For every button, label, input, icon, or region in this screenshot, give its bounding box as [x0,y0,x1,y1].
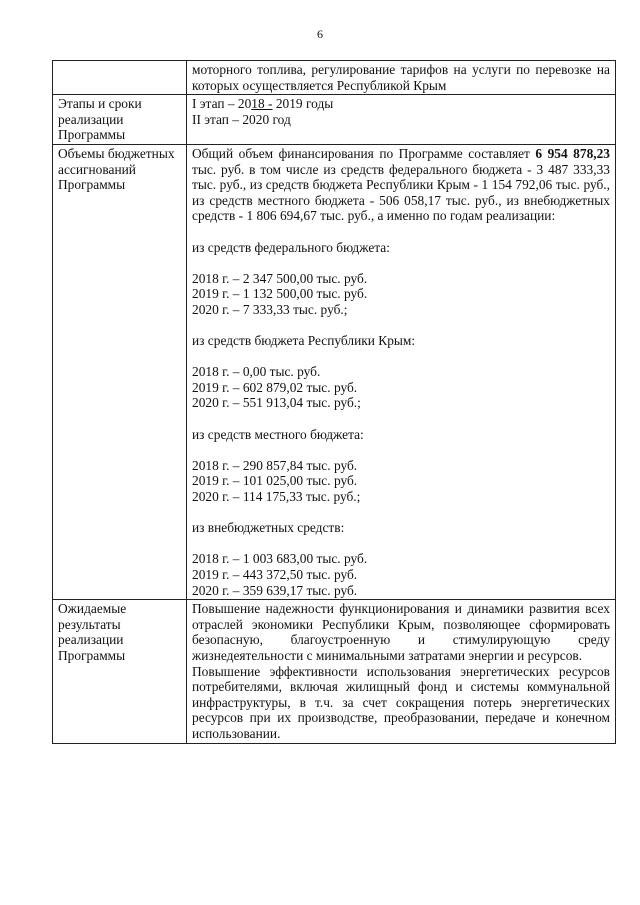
continuation-text: моторного топлива, регулирование тарифов на услуги по перевозке на которых осуществляется Республикой Крым [187,61,616,95]
table-row-results [53,600,616,743]
stage-1-underlined: 18 - [251,96,273,112]
extra-year-2018: 2018 г. – 1 003 683,00 тыс. руб. [192,551,368,567]
stages-label: Этапы и сроки реализации Программы [53,95,187,145]
table-row-funding [53,144,616,599]
funding-intro-rest: тыс. руб. в том числе из средств федерального бюджета - 3 487 333,33 тыс. руб., из средств бюджета Республики Крым - 1 154 792,06 тыс. руб., из средств местного бюджета - 506 058,17 тыс. руб., из внебюджетных средств - 1 806 694,67 тыс. руб., а именно по годам реализации: [192,161,610,224]
federal-year-2018: 2018 г. – 2 347 500,00 тыс. руб. [192,270,368,286]
funding-cell [187,144,616,599]
stage-2: II этап – 2020 год [192,111,291,127]
federal-year-2020: 2020 г. – 7 333,33 тыс. руб.; [192,301,348,317]
stage-1-prefix: I этап – 20 [192,96,252,112]
extra-year-2020: 2020 г. – 359 639,17 тыс. руб. [192,582,358,598]
results-paragraph-2: Повышение эффективности использования энергетических ресурсов потребителями, включая жилищный фонд и системы коммунальной инфраструктуры, в т.ч. за счет сокращения потерь энергетических ресурсов при их производстве, преобразовании, передаче и конечном использовании. [192,663,610,741]
extra-year-2019: 2019 г. – 443 372,50 тыс. руб. [192,567,358,582]
results-paragraph-1: Повышение надежности функционирования и динамики развития всех отраслей экономики Республики Крым, позволяющее сформировать безопасную, благоустроенную и стимулирующую среду жизнедеятельности с минимальными затратами энергии и ресурсов. [192,601,610,663]
federal-heading: из средств федерального бюджета: [192,239,390,255]
federal-year-2019: 2019 г. – 1 132 500,00 тыс. руб. [192,286,368,302]
local-heading: из средств местного бюджета: [192,426,364,442]
table-row-continuation [53,61,616,95]
funding-label: Объемы бюджетных ассигнований Программы [53,144,187,599]
results-cell [187,600,616,743]
stage-1 [192,96,610,112]
page-number: 6 [317,27,323,41]
republic-year-2020: 2020 г. – 551 913,04 тыс. руб.; [192,395,361,411]
stages-cell [187,95,616,145]
table-row-stages [53,95,616,145]
results-label: Ожидаемые результаты реализации Программы [53,600,187,743]
extra-heading: из внебюджетных средств: [192,520,345,536]
local-year-2020: 2020 г. – 114 175,33 тыс. руб.; [192,489,361,505]
stage-1-suffix: 2019 годы [272,96,334,112]
funding-intro [192,146,610,224]
republic-heading: из средств бюджета Республики Крым: [192,333,416,349]
republic-year-2018: 2018 г. – 0,00 тыс. руб. [192,364,321,380]
local-year-2019: 2019 г. – 101 025,00 тыс. руб. [192,473,358,489]
empty-label-cell [53,61,187,95]
local-year-2018: 2018 г. – 290 857,84 тыс. руб. [192,457,358,473]
funding-total: 6 954 878,23 [535,145,610,161]
funding-intro-start: Общий объем финансирования по Программе составляет [192,145,536,161]
republic-year-2019: 2019 г. – 602 879,02 тыс. руб. [192,379,358,395]
program-passport-table [52,60,616,744]
